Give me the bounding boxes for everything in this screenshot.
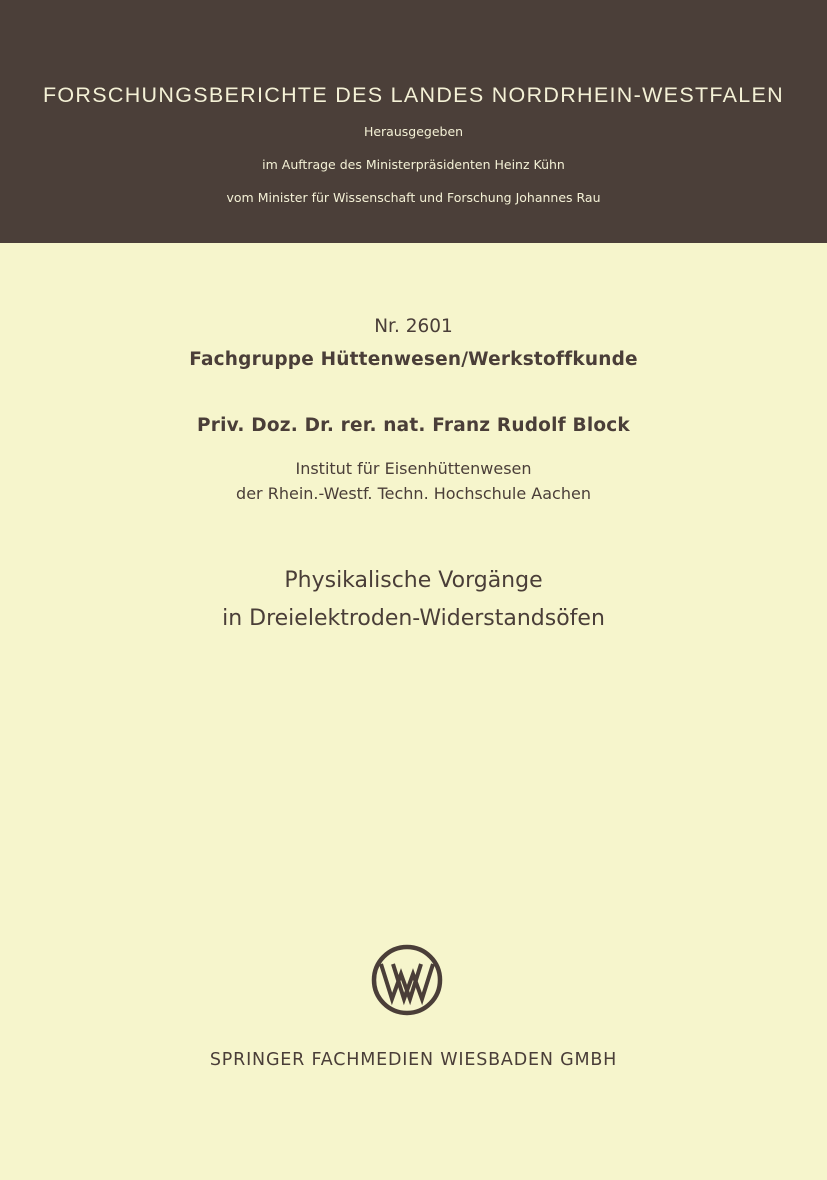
book-title-line-2: in Dreielektroden-Widerstandsöfen: [222, 606, 605, 631]
institute-line-1: Institut für Eisenhüttenwesen: [295, 459, 532, 478]
editor-line-3: vom Minister für Wissenschaft und Forschung Johannes Rau: [226, 190, 601, 205]
editor-line-1: Herausgegeben: [363, 124, 464, 139]
series-title: FORSCHUNGSBERICHTE DES LANDES NORDRHEIN-WESTFALEN: [42, 83, 785, 107]
report-number: Nr. 2601: [374, 316, 453, 337]
publisher-name: SPRINGER FACHMEDIEN WIESBADEN GMBH: [209, 1050, 618, 1070]
springer-vs-logo-icon: [371, 944, 443, 1016]
book-title-line-1: Physikalische Vorgänge: [284, 568, 543, 593]
editor-line-2: im Auftrage des Ministerpräsidenten Heinz Kühn: [262, 157, 565, 172]
author-name: Priv. Doz. Dr. rer. nat. Franz Rudolf Block: [197, 415, 630, 436]
fachgruppe: Fachgruppe Hüttenwesen/Werkstoffkunde: [189, 349, 638, 370]
cover-header-band: [0, 0, 827, 243]
institute-line-2: der Rhein.-Westf. Techn. Hochschule Aachen: [236, 484, 591, 503]
